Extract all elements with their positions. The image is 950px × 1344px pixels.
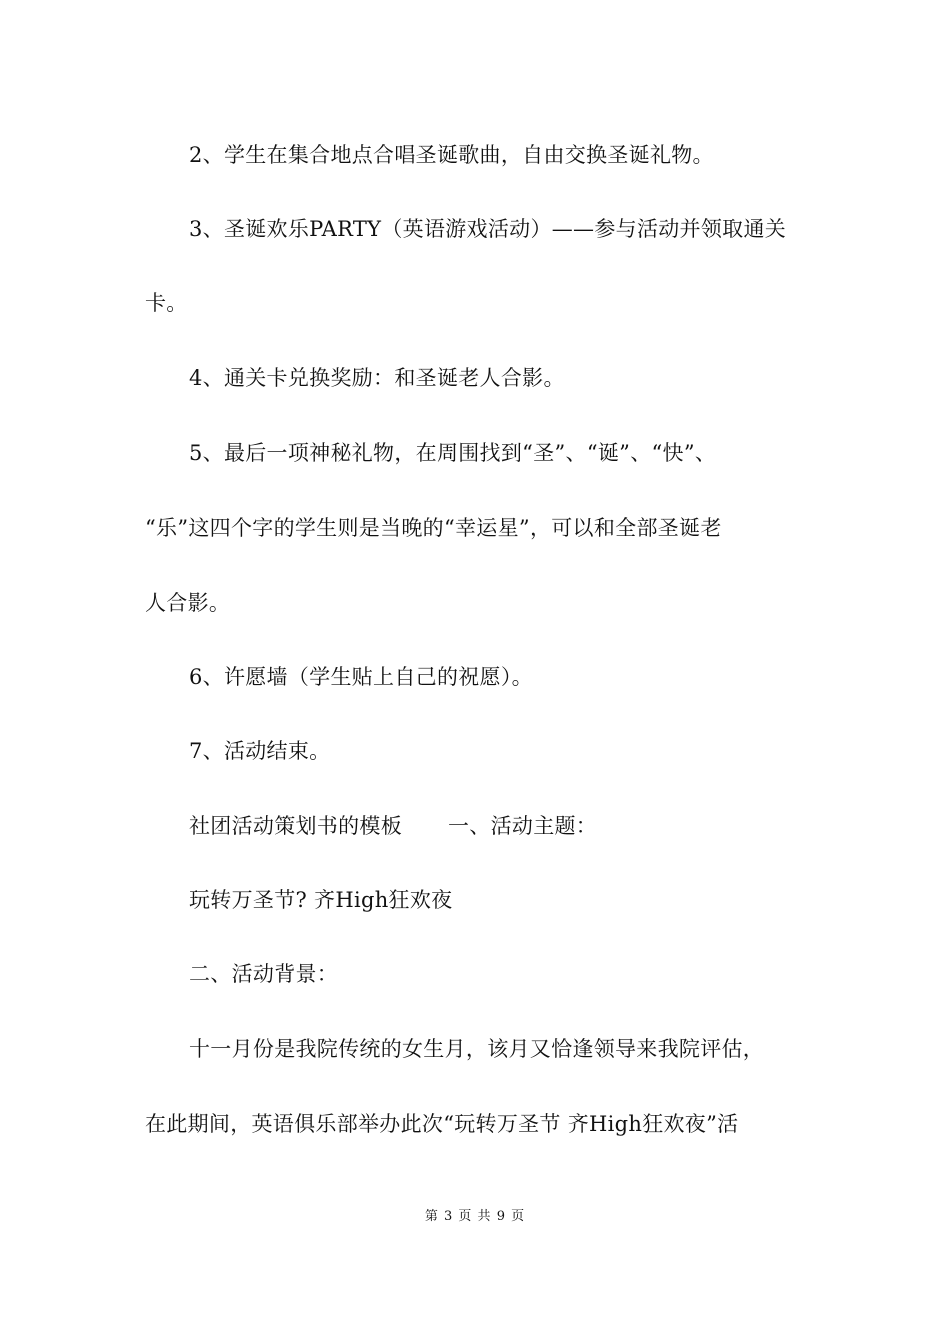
paragraph-line-9: 7、活动结束。 — [189, 739, 331, 763]
paragraph-line-8: 6、许愿墙（学生贴上自己的祝愿）。 — [189, 665, 533, 689]
paragraph-line-2: 3、圣诞欢乐PARTY（英语游戏活动）——参与活动并领取通关 — [189, 217, 787, 241]
paragraph-line-theme: 玩转万圣节? 齐High狂欢夜 — [189, 888, 453, 912]
paragraph-line-7: 人合影。 — [145, 591, 231, 615]
paragraph-line-background-1: 十一月份是我院传统的女生月，该月又恰逢领导来我院评估， — [189, 1037, 765, 1061]
paragraph-line-4: 4、通关卡兑换奖励：和圣诞老人合影。 — [189, 366, 565, 390]
paragraph-line-1: 2、学生在集合地点合唱圣诞歌曲，自由交换圣诞礼物。 — [189, 143, 714, 167]
section-heading-background: 二、活动背景： — [189, 962, 339, 986]
page-number-footer: 第 3 页 共 9 页 — [424, 1209, 526, 1224]
paragraph-line-3: 卡。 — [145, 291, 188, 315]
template-title: 社团活动策划书的模板 — [189, 814, 402, 838]
paragraph-line-5: 5、最后一项神秘礼物，在周围找到“圣”、“诞”、“快”、 — [189, 441, 717, 465]
paragraph-line-6: “乐”这四个字的学生则是当晚的“幸运星”，可以和全部圣诞老 — [145, 516, 722, 540]
section-heading-theme: 一、活动主题： — [448, 814, 598, 838]
paragraph-line-background-2: 在此期间，英语俱乐部举办此次“玩转万圣节 齐High狂欢夜”活 — [145, 1112, 739, 1136]
heading-line — [189, 811, 854, 841]
